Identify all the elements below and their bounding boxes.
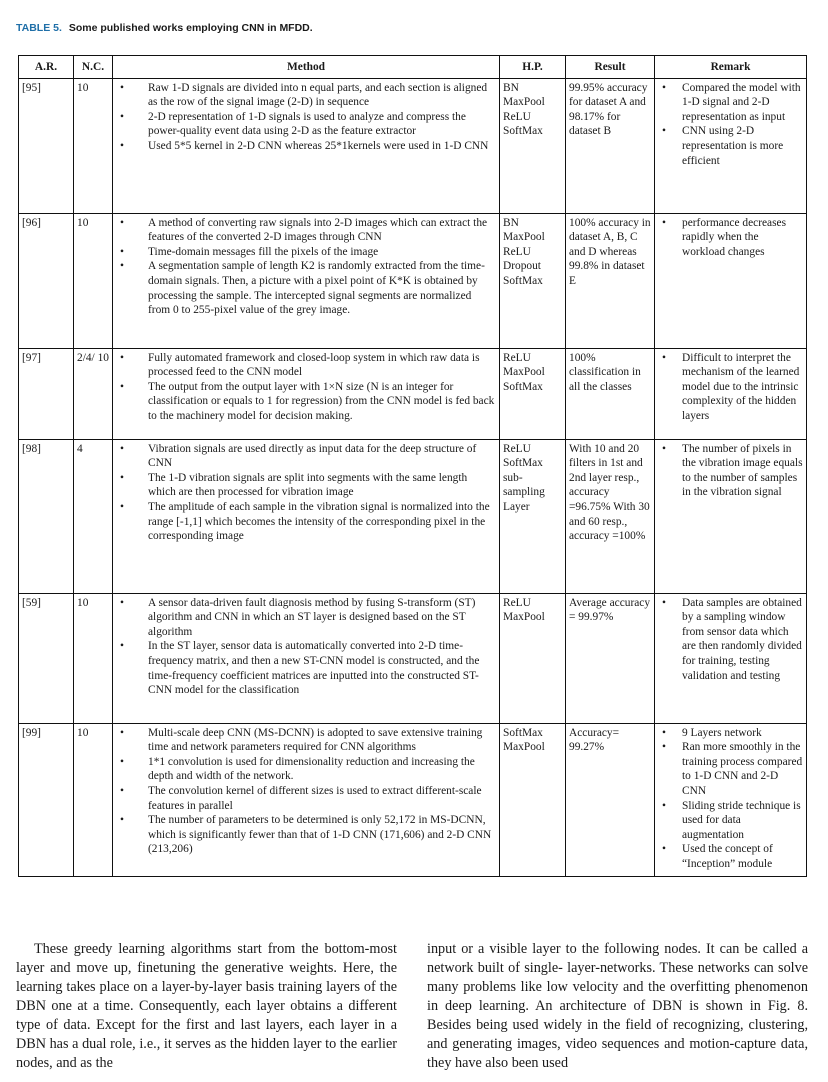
header-method: Method bbox=[113, 56, 500, 79]
table-row bbox=[19, 439, 807, 593]
remark-item: • Sliding stride technique is used for data augmentation bbox=[682, 799, 803, 843]
method-item: • The 1-D vibration signals are split into segments with the same length which are then processed for vibration image bbox=[148, 471, 496, 500]
cell-remark bbox=[655, 593, 807, 723]
method-item: • Fully automated framework and closed-loop system in which raw data is processed feed to the CNN model bbox=[148, 351, 496, 380]
cnn-works-table bbox=[18, 55, 807, 877]
method-item: • The convolution kernel of different sizes is used to extract different-scale features in parallel bbox=[148, 784, 496, 813]
remark-item: • Used the concept of “Inception” module bbox=[682, 842, 803, 871]
cell-hp: ReLU MaxPool SoftMax bbox=[500, 348, 566, 439]
cell-nc: 10 bbox=[74, 213, 113, 348]
table-row bbox=[19, 348, 807, 439]
method-item: • 2-D representation of 1-D signals is used to analyze and compress the power-quality event data using 2-D as the feature extractor bbox=[148, 110, 496, 139]
cell-hp: SoftMax MaxPool bbox=[500, 723, 566, 876]
method-item: • In the ST layer, sensor data is automatically converted into 2-D time-frequency matrix, and then a new ST-CNN model is constructed, and the time-frequency coefficient matrices are inputted into the constructed ST-CNN model for the classification bbox=[148, 639, 496, 697]
cell-nc: 10 bbox=[74, 593, 113, 723]
cell-method bbox=[113, 439, 500, 593]
cell-nc: 10 bbox=[74, 723, 113, 876]
remark-item: • Data samples are obtained by a sampling window from sensor data which are then randomly divided for training, testing validation and testing bbox=[682, 596, 803, 684]
header-result: Result bbox=[566, 56, 655, 79]
method-item: • Raw 1-D signals are divided into n equal parts, and each section is aligned as the row of the signal image (2-D) in sequence bbox=[148, 81, 496, 110]
cell-result: Accuracy= 99.27% bbox=[566, 723, 655, 876]
cell-ar: [95] bbox=[19, 78, 74, 213]
header-nc: N.C. bbox=[74, 56, 113, 79]
cell-nc: 10 bbox=[74, 78, 113, 213]
table-row bbox=[19, 213, 807, 348]
body-column-right bbox=[427, 940, 808, 1073]
cell-remark bbox=[655, 213, 807, 348]
cell-remark bbox=[655, 439, 807, 593]
method-item: • A sensor data-driven fault diagnosis method by fusing S-transform (ST) algorithm and CNN in which an ST layer is designed based on the ST algorithm bbox=[148, 596, 496, 640]
cell-result: With 10 and 20 filters in 1st and 2nd layer resp., accuracy =96.75% With 30 and 60 resp., accuracy =100% bbox=[566, 439, 655, 593]
cell-nc: 2/4/ 10 bbox=[74, 348, 113, 439]
cell-method bbox=[113, 213, 500, 348]
cell-result: 100% accuracy in dataset A, B, C and D whereas 99.8% in dataset E bbox=[566, 213, 655, 348]
method-item: • Multi-scale deep CNN (MS-DCNN) is adopted to save extensive training time and network parameters required for CNN algorithms bbox=[148, 726, 496, 755]
body-paragraph-right: input or a visible layer to the following nodes. It can be called a network built of single- layer-networks. These networks can solve many problems like low velocity and the overfitting phenomenon in deep learning. An architecture of DBN is shown in Fig. 8. Besides being used widely in the field of recognizing, clustering, and generating images, video sequences and motion-capture data, they have also been used bbox=[427, 941, 808, 1071]
remark-item: • performance decreases rapidly when the workload changes bbox=[682, 216, 803, 260]
method-item: • The amplitude of each sample in the vibration signal is normalized into the range [-1,1] which becomes the intensity of the corresponding pixel in the corresponding image bbox=[148, 500, 496, 544]
table-caption bbox=[16, 22, 313, 34]
remark-item: • The number of pixels in the vibration image equals to the number of samples in the vibration signal bbox=[682, 442, 803, 500]
body-paragraph-left: These greedy learning algorithms start from the bottom-most layer and move up, finetuning the generative weights. Here, the learning takes place on a layer-by-layer basis training layers of the DBN one at a time. Consequently, each layer obtains a different type of data. Except for the first and last layers, each layer in a DBN has a dual role, i.e., it serves as the hidden layer to the earlier nodes, and as the bbox=[16, 941, 397, 1071]
header-ar: A.R. bbox=[19, 56, 74, 79]
cell-ar: [96] bbox=[19, 213, 74, 348]
cell-result: Average accuracy = 99.97% bbox=[566, 593, 655, 723]
method-item: • The number of parameters to be determined is only 52,172 in MS-DCNN, which is significantly fewer than that of 1-D CNN (171,606) and 2-D CNN (213,206) bbox=[148, 813, 496, 857]
cell-hp: BN MaxPool ReLU Dropout SoftMax bbox=[500, 213, 566, 348]
remark-item: • Difficult to interpret the mechanism of the learned model due to the intrinsic complexity of the hidden layers bbox=[682, 351, 803, 424]
remark-item: • CNN using 2-D representation is more efficient bbox=[682, 124, 803, 168]
cell-hp: ReLU MaxPool bbox=[500, 593, 566, 723]
method-item: • Used 5*5 kernel in 2-D CNN whereas 25*1kernels were used in 1-D CNN bbox=[148, 139, 496, 154]
cell-result: 100% classification in all the classes bbox=[566, 348, 655, 439]
cell-ar: [98] bbox=[19, 439, 74, 593]
cell-hp: ReLU SoftMax sub-sampling Layer bbox=[500, 439, 566, 593]
header-hp: H.P. bbox=[500, 56, 566, 79]
cell-nc: 4 bbox=[74, 439, 113, 593]
cell-ar: [99] bbox=[19, 723, 74, 876]
cell-method bbox=[113, 348, 500, 439]
cell-method bbox=[113, 723, 500, 876]
body-column-left bbox=[16, 940, 397, 1073]
cell-method bbox=[113, 78, 500, 213]
cell-remark bbox=[655, 723, 807, 876]
method-item: • A method of converting raw signals into 2-D images which can extract the features of the converted 2-D images through CNN bbox=[148, 216, 496, 245]
method-item: • Vibration signals are used directly as input data for the deep structure of CNN bbox=[148, 442, 496, 471]
remark-item: • Ran more smoothly in the training process compared to 1-D CNN and 2-D CNN bbox=[682, 740, 803, 798]
cell-method bbox=[113, 593, 500, 723]
method-item: • Time-domain messages fill the pixels of the image bbox=[148, 245, 496, 260]
cell-remark bbox=[655, 348, 807, 439]
table-caption-text: Some published works employing CNN in MFDD. bbox=[68, 22, 313, 34]
cell-ar: [59] bbox=[19, 593, 74, 723]
table-header-row bbox=[19, 56, 807, 79]
cell-hp: BN MaxPool ReLU SoftMax bbox=[500, 78, 566, 213]
method-item: • A segmentation sample of length K2 is randomly extracted from the time-domain signals. Then, a picture with a pixel point of K*K is obtained by processing the sample. The intercepted signal segments are normalized from 0 to 255-pixel value of the grey image. bbox=[148, 259, 496, 317]
header-remark: Remark bbox=[655, 56, 807, 79]
table-row bbox=[19, 593, 807, 723]
remark-item: • Compared the model with 1-D signal and 2-D representation as input bbox=[682, 81, 803, 125]
table-row bbox=[19, 78, 807, 213]
cell-remark bbox=[655, 78, 807, 213]
cell-ar: [97] bbox=[19, 348, 74, 439]
remark-item: • 9 Layers network bbox=[682, 726, 803, 741]
method-item: • 1*1 convolution is used for dimensionality reduction and increasing the depth and width of the network. bbox=[148, 755, 496, 784]
cell-result: 99.95% accuracy for dataset A and 98.17% for dataset B bbox=[566, 78, 655, 213]
method-item: • The output from the output layer with 1×N size (N is an integer for classification or equals to 1 for regression) from the CNN model is fed back to the machinery model for decision making. bbox=[148, 380, 496, 424]
table-row bbox=[19, 723, 807, 876]
table-caption-label: TABLE 5. bbox=[16, 22, 62, 34]
